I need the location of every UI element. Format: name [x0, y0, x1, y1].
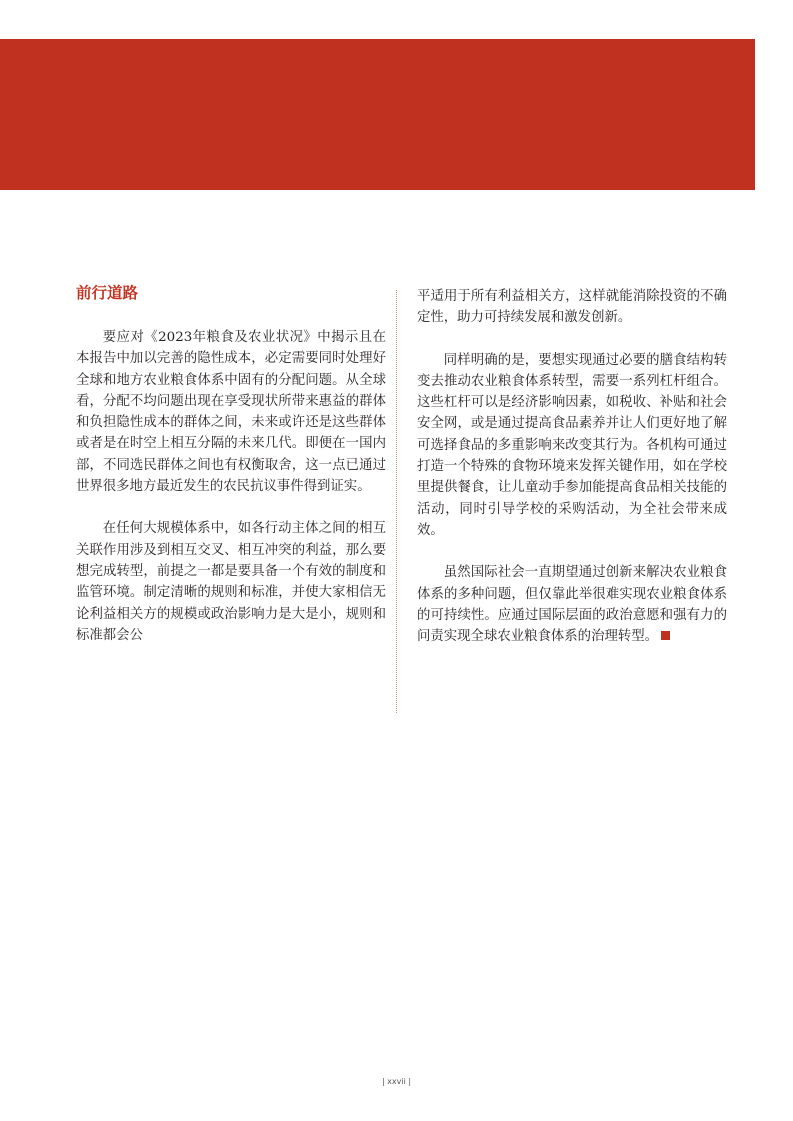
paragraph: 要应对《2023年粮食及农业状况》中揭示且在本报告中加以完善的隐性成本，必定需要同时处理好全球和地方农业粮食体系中固有的分配问题。从全球看，分配不均问题出现在享受现状所带来惠益的群体和负担隐性成本的群体之间，未来或许还是这些群体或者是在时空上相互分隔的未来几代。即便在一国内部，不同选民群体之间也有权衡取舍，这一点已通过世界很多地方最近发生的农民抗议事件得到证实。 [76, 330, 386, 495]
header-banner [0, 39, 755, 190]
left-column [76, 283, 386, 667]
paragraph-final [417, 562, 727, 647]
paragraph: 同样明确的是，要想实现通过必要的膳食结构转变去推动农业粮食体系转型，需要一系列杠杆组合。这些杠杆可以是经济影响因素，如税收、补贴和社会安全网，或是通过提高食品素养并让人们更好地了解可选择食品的多重影响来改变其行为。各机构可通过打造一个特殊的食物环境来发挥关键作用，如在学校里提供餐食，让儿童动手参加能提高食品相关技能的活动，同时引导学校的采购活动，为全社会带来成效。 [417, 352, 727, 538]
square-end-mark-icon [661, 631, 670, 640]
paragraph-text: 虽然国际社会一直期望通过创新来解决农业粮食体系的多种问题，但仅靠此举很难实现农业粮食体系的可持续性。应通过国际层面的政治意愿和强有力的问责实现全球农业粮食体系的治理转型。 [417, 565, 727, 645]
paragraph: 在任何大规模体系中，如各行动主体之间的相互关联作用涉及到相互交叉、相互冲突的利益，那么要想完成转型，前提之一都是要具备一个有效的制度和监管环境。制定清晰的规则和标准，并使大家相信无论利益相关方的规模或政治影响力是大是小，规则和标准都会公 [76, 521, 386, 643]
paragraph-continuation: 平适用于所有利益相关方，这样就能消除投资的不确定性，助力可持续发展和激发创新。 [417, 289, 727, 326]
page-number: | xxvii | [381, 1077, 412, 1086]
column-divider [396, 290, 397, 713]
right-column [417, 286, 727, 668]
section-title: 前行道路 [76, 284, 139, 302]
